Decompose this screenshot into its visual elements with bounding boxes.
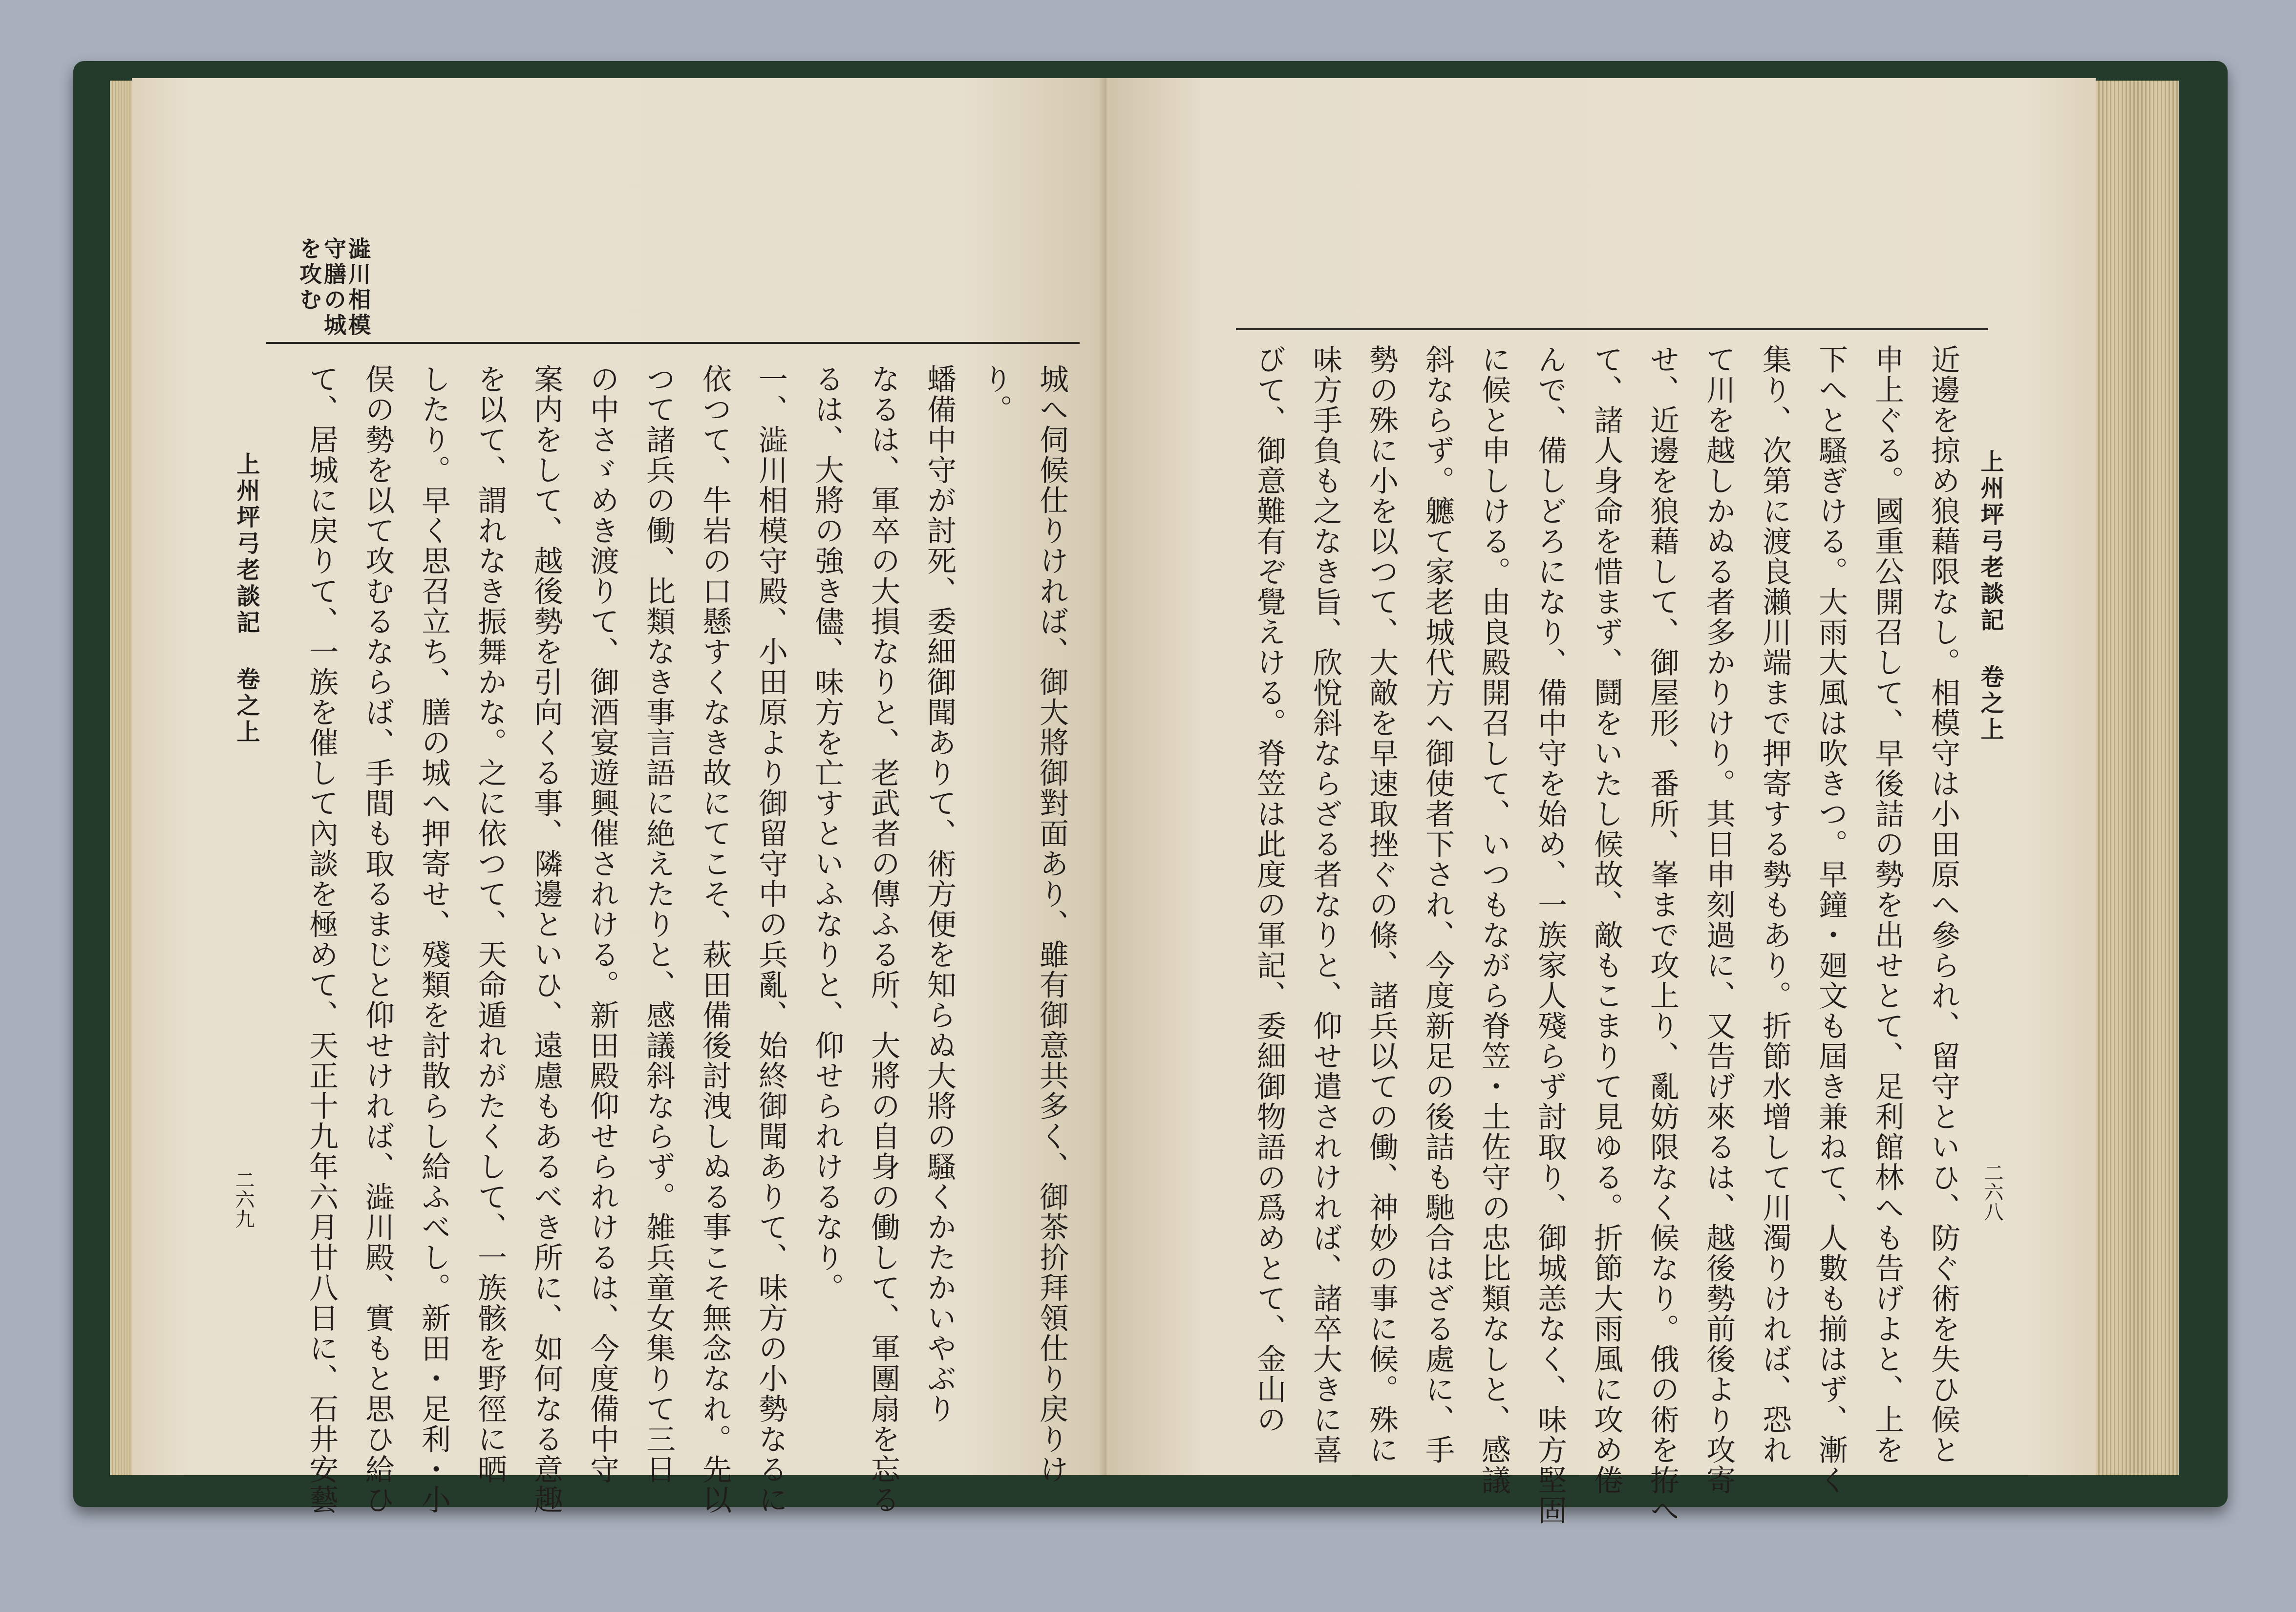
right-body-column-2: 申上ぐる。國重公開召して、早後詰の勢を出せとて、足利館林へも告げよと、上を (1870, 344, 1904, 1465)
left-body-column-10: 案内をして、越後勢を引向くる事、隣邊といひ、遠慮もあるべき所に、如何なる意趣 (529, 364, 563, 1515)
right-body-column-12: 味方手負も之なき旨、欣悅斜ならざる者なりと、仰せ遣されければ、諸卒大きに喜 (1308, 344, 1342, 1465)
right-body-column-1: 近邊を掠め狼藉限なし。相模守は小田原へ參られ、留守といひ、防ぐ術を失ひ候と (1926, 344, 1960, 1465)
left-marginal-heading-1: 澁川相模 (345, 237, 371, 339)
page-block-edge-right (2096, 81, 2179, 1475)
right-page-number: 二六八 (1981, 1163, 2003, 1221)
left-body-column-8: つて諸兵の働、比類なき事言語に絶えたりと、感議斜ならず。雑兵童女集りて三日 (641, 364, 676, 1485)
left-header-rule (266, 342, 1080, 344)
left-body-column-1: 城へ伺候仕りければ、御大將御對面あり、雖有御意共多く、御茶扴拜領仕り戻りけ (1035, 364, 1069, 1485)
right-body-column-7: て、諸人身命を惜まず、鬪をいたし候故、敵もこまりて見ゆる。折節大雨風に攻め倦 (1589, 344, 1623, 1495)
left-body-column-12: したり。早く思召立ち、膳の城へ押寄せ、殘類を討散らし給ふべし。新田・足利・小 (417, 364, 451, 1515)
left-body-column-6: 一、澁川相模守殿、小田原より御留守中の兵亂、始終御聞ありて、味方の小勢なるに (754, 364, 788, 1515)
left-body-column-5: るは、大將の強き儘、味方を亡すといふなりと、仰せられけるなり。 (810, 364, 844, 1303)
left-body-column-14: て、居城に戻りて、一族を催して內談を極めて、天正十九年六月廿八日に、石井安藝 (304, 364, 339, 1515)
right-body-column-5: て川を越しかぬる者多かりけり。其日申刻過に、又告げ來るは、越後勢前後より攻寄 (1701, 344, 1736, 1495)
right-body-column-8: んで、備しどろになり、備中守を始め、一族家人殘らず討取り、御城恙なく、味方堅固 (1533, 344, 1567, 1526)
left-body-column-3: 蟠備中守が討死、委細御聞ありて、術方便を知らぬ大將の騷くかたかいやぶり (922, 364, 957, 1424)
right-body-column-10: 斜ならず。軈て家老城代方へ御使者下され、今度新足の後詰も馳合はざる處に、手 (1421, 344, 1455, 1465)
right-body-column-4: 集り、次第に渡良瀨川端まで押寄する勢もあり。折節水增して川濁りければ、恐れ (1758, 344, 1792, 1465)
right-body-column-11: 勢の殊に小を以つて、大敵を早速取挫ぐの條、諸兵以ての働、神妙の事に候。殊に (1364, 344, 1399, 1465)
left-running-header: 上州坪弓老談記 卷之上 (233, 452, 260, 746)
left-body-column-11: を以て、謂れなき振舞かな。之に依つて、天命遁れがたくして、一族骸を野徑に晒 (473, 364, 507, 1485)
left-marginal-heading-2: 守膳の城 (320, 237, 347, 339)
left-page-number: 二六九 (232, 1170, 255, 1229)
right-header-rule (1236, 328, 1988, 330)
right-body-column-9: に候と申しける。由良殿開召して、いつもながら脊笠・土佐守の忠比類なしと、感議 (1477, 344, 1511, 1495)
left-body-column-13: 俣の勢を以て攻むるならば、手間も取るまじと仰せければ、澁川殿、實もと思ひ給ひ (361, 364, 395, 1515)
left-marginal-heading-3: を攻む (296, 237, 322, 313)
right-running-header: 上州坪弓老談記 卷之上 (1977, 449, 2004, 743)
right-body-column-13: びて、御意難有ぞ覺えける。脊笠は此度の軍記、委細御物語の爲めとて、金山の (1252, 344, 1286, 1435)
left-body-column-2: り。 (978, 364, 1013, 424)
left-body-column-4: なるは、軍卒の大損なりと、老武者の傳ふる所、大將の自身の働して、軍團扇を忘る (866, 364, 900, 1515)
left-body-column-7: 依つて、牛岩の口懸すくなき故にてこそ、萩田備後討洩しぬる事こそ無念なれ。先以 (698, 364, 732, 1515)
right-body-column-6: せ、近邊を狼藉して、御屋形、番所、峯まで攻上り、亂妨限なく候なり。俄の術を拵へ (1645, 344, 1679, 1526)
left-body-column-9: の中さゞめき渡りて、御酒宴遊興催されける。新田殿仰せられけるは、今度備中守 (585, 364, 619, 1485)
right-body-column-3: 下へと騷ぎける。大雨大風は吹きつ。早鐘・廻文も屆き兼ねて、人數も揃はず、漸く (1814, 344, 1848, 1495)
